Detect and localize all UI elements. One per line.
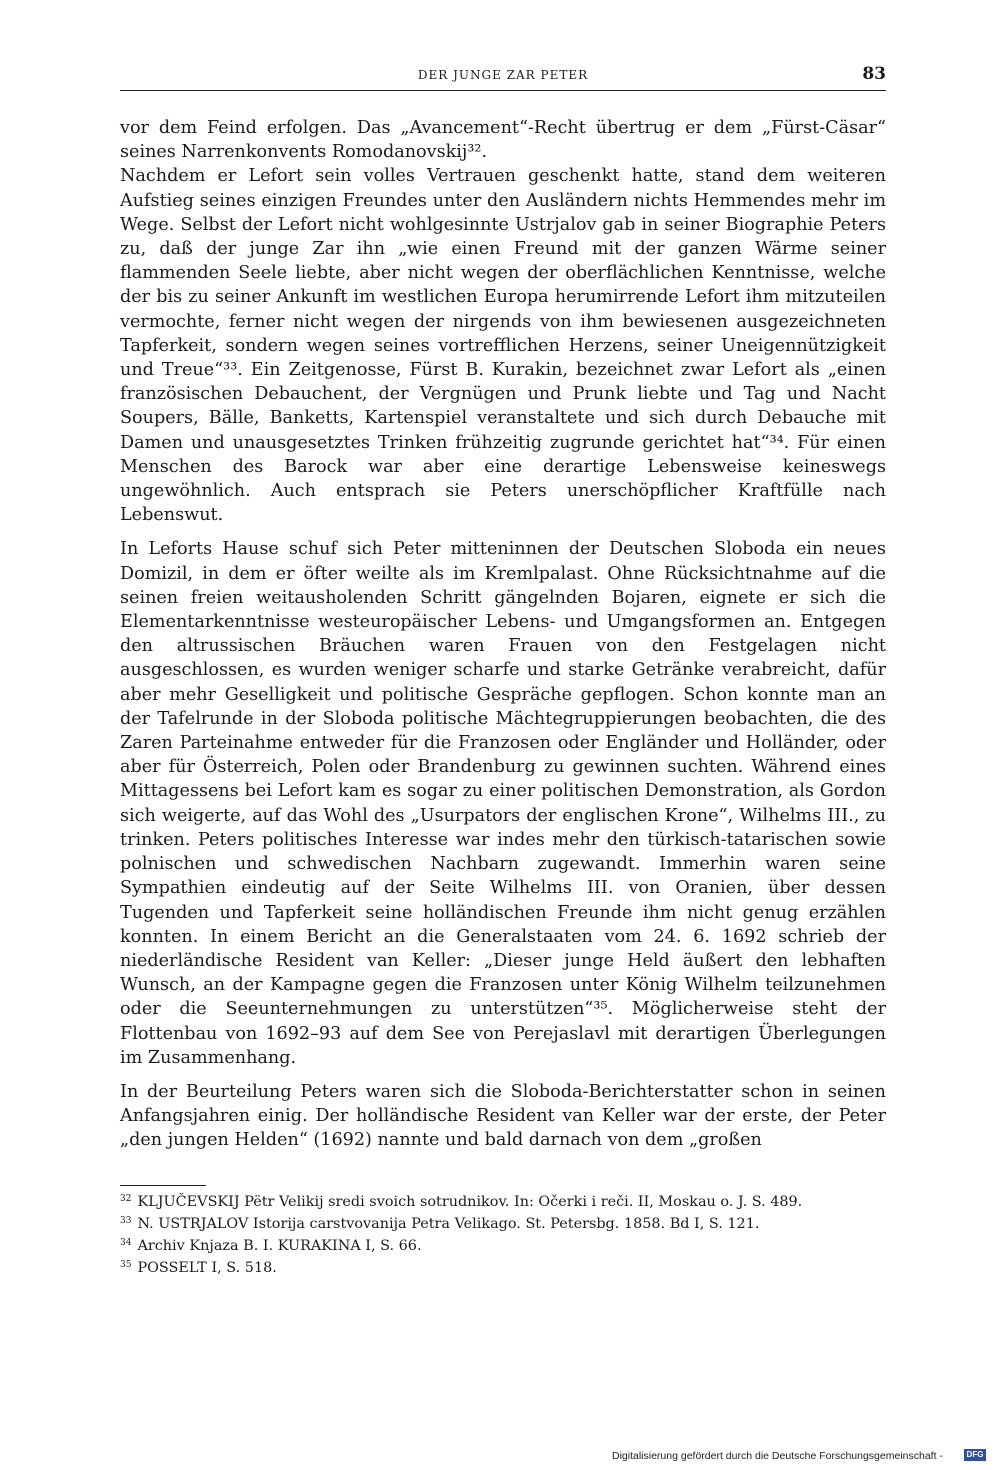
footnote-text: KLJUČEVSKIJ Pëtr Velikij sredi svoich sotrudnikov. In: Očerki i reči. II, Moskau o. J. S. 489. bbox=[137, 1194, 803, 1210]
running-head-title: DER JUNGE ZAR PETER bbox=[417, 68, 589, 82]
footnote-mark: 32 bbox=[120, 1194, 132, 1204]
digitization-credit: Digitalisierung gefördert durch die Deutsche Forschungsgemeinschaft - bbox=[612, 1450, 943, 1462]
footnote-text: Archiv Knjaza B. I. KURAKINA I, S. 66. bbox=[137, 1238, 422, 1254]
body-text bbox=[120, 116, 886, 1163]
footnote-mark: 34 bbox=[120, 1238, 132, 1248]
footnote-mark: 33 bbox=[120, 1216, 132, 1226]
dfg-logo: DFG bbox=[964, 1449, 986, 1461]
paragraph-continuation: vor dem Feind erfolgen. Das „Avancement“-Recht übertrug er dem „Fürst-Cäsar“ seines Narrenkonvents Romodanovskij³². bbox=[120, 118, 886, 163]
footnote-32 bbox=[120, 1190, 886, 1212]
footnote-mark: 35 bbox=[120, 1260, 132, 1270]
page-number: 83 bbox=[862, 64, 886, 84]
footnote-33 bbox=[120, 1212, 886, 1234]
footnote-34 bbox=[120, 1234, 886, 1256]
footnote-35 bbox=[120, 1256, 886, 1278]
footnotes bbox=[120, 1190, 886, 1278]
paragraph-lefort-house: In Leforts Hause schuf sich Peter mitteninnen der Deutschen Sloboda ein neues Domizil, in dem er öfter weilte als im Kremlpalast. Ohne Rücksichtnahme auf die seinen freien weitausholenden Schritt gängelnden Bojaren, eignete er sich die Elementarkenntnisse westeuropäischer Lebens- und Umgangsformen an. Entgegen den altrussischen Bräuchen waren Frauen von den Festgelagen nicht ausgeschlossen, es wurden weniger scharfe und starke Getränke verabreicht, dafür aber mehr Geselligkeit und politische Gespräche gepflogen. Schon konnte man an der Tafelrunde in der Sloboda politische Mächtegruppierungen beobachten, die des Zaren Parteinahme entweder für die Franzosen oder Engländer und Holländer, oder aber für Österreich, Polen oder Brandenburg zu gewinnen suchten. Während eines Mittagessens bei Lefort kam es sogar zu einer politischen Demonstration, als Gordon sich weigerte, auf das Wohl des „Usurpators der englischen Krone“, Wilhelms III., zu trinken. Peters politisches Interesse war indes mehr den türkisch-tatarischen sowie polnischen und schwedischen Nachbarn zugewandt. Immerhin waren seine Sympathien eindeutig auf der Seite Wilhelms III. von Oranien, über dessen Tugenden und Tapferkeit seine holländischen Freunde ihm nicht genug erzählen konnten. In einem Bericht an die Generalstaaten vom 24. 6. 1692 schrieb der niederländische Resident van Keller: „Dieser junge Held äußert den lebhaften Wunsch, an der Kampagne gegen die Franzosen unter König Wilhelm teilzunehmen oder die Seeunternehmungen zu unterstützen“³⁵. Möglicherweise steht der Flottenbau von 1692–93 auf dem See von Perejaslavl mit derartigen Überlegungen im Zusammenhang. bbox=[120, 539, 886, 1068]
paragraph-lefort-trust: Nachdem er Lefort sein volles Vertrauen geschenkt hatte, stand dem weiteren Aufstieg seines einzigen Freundes unter den Ausländern nichts Hemmendes mehr im Wege. Selbst der Lefort nicht wohlgesinnte Ustrjalov gab in seiner Biographie Peters zu, daß der junge Zar ihn „wie einen Freund mit der ganzen Wärme seiner flammenden Seele liebte, aber nicht wegen der oberflächlichen Kenntnisse, welche der bis zu seiner Ankunft im westlichen Europa herumirrende Lefort ihm mitzuteilen vermochte, ferner nicht wegen der nirgends von ihm bewiesenen ausgezeichneten Tapferkeit, sondern wegen seines vortrefflichen Herzens, seiner Uneigennützigkeit und Treue“³³. Ein Zeitgenosse, Fürst B. Kurakin, bezeichnet zwar Lefort als „einen französischen Debauchent, der Vergnügen und Prunk liebte und Tag und Nacht Soupers, Bälle, Banketts, Kartenspiel veranstaltete und sich durch Debauche mit Damen und unausgesetztes Trinken frühzeitig zugrunde gerichtet hat“³⁴. Für einen Menschen des Barock war aber eine derartige Lebensweise keineswegs ungewöhnlich. Auch entsprach sie Peters unerschöpflicher Kraftfülle nach Lebenswut. bbox=[120, 166, 886, 526]
running-head bbox=[120, 66, 886, 91]
paragraph-sloboda-reporters: In der Beurteilung Peters waren sich die Sloboda-Berichterstatter schon in seinen Anfangsjahren einig. Der holländische Resident van Keller war der erste, der Peter „den jungen Helden“ (1692) nannte und bald darnach von dem „großen bbox=[120, 1081, 886, 1151]
footnote-separator bbox=[120, 1185, 206, 1186]
footnote-text: POSSELT I, S. 518. bbox=[137, 1260, 277, 1276]
footnote-text: N. USTRJALOV Istorija carstvovanija Petra Velikago. St. Petersbg. 1858. Bd I, S. 121. bbox=[137, 1216, 760, 1232]
